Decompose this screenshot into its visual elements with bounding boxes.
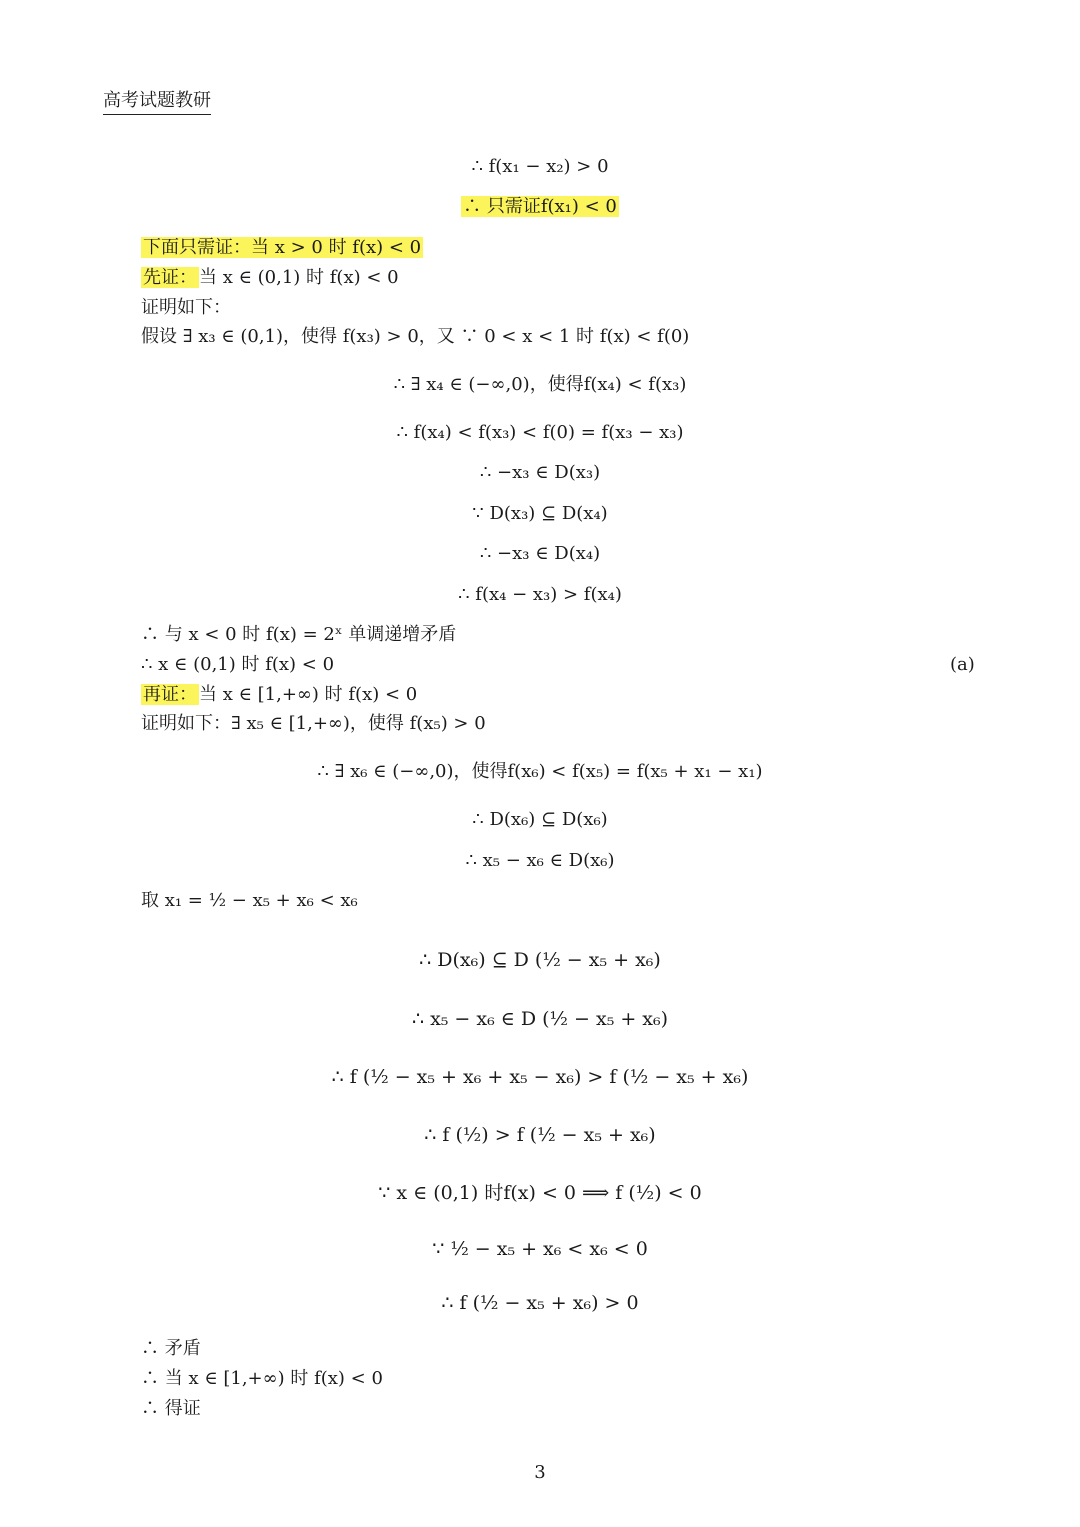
text-line-6: 假设 ∃ x₃ ∈ (0,1)，使得 f(x₃) > 0，又 ∵ 0 < x < 1 时 f(x) < f(0) (141, 326, 690, 347)
equation-line-19: ∴ x₅ − x₆ ∈ D(x₆) (465, 850, 615, 871)
equation-line-11: ∴ −x₃ ∈ D(x₄) (479, 543, 601, 564)
equation-line-8: ∴ f(x₄) < f(x₃) < f(0) = f(x₃ − x₃) (396, 422, 684, 443)
highlight: ∴ 只需证f(x₁) < 0 (463, 196, 617, 217)
text-line-4 (141, 266, 399, 290)
equation-line-23: ∴ f (½ − x₅ + x₆ + x₅ − x₆) > f (½ − x₅ + x₆) (331, 1066, 749, 1088)
text-line-30: ∴ 得证 (141, 1398, 201, 1419)
equation-line-18: ∴ D(x₆) ⊆ D(x₆) (472, 809, 608, 830)
equation-line-21: ∴ D(x₆) ⊆ D (½ − x₅ + x₆) (419, 949, 661, 971)
header-title: 高考试题教研 (103, 86, 211, 115)
text-line-29: ∴ 当 x ∈ [1,+∞) 时 f(x) < 0 (141, 1368, 383, 1389)
text-line-28: ∴ 矛盾 (141, 1338, 201, 1359)
equation-tag: (a) (950, 654, 975, 675)
equation-line-2 (0, 195, 1080, 219)
text-line-15 (141, 683, 417, 707)
text-line-3 (141, 236, 423, 260)
text-line-20: 取 x₁ = ½ − x₅ + x₆ < x₆ (141, 890, 358, 911)
text-line-16: 证明如下：∃ x₅ ∈ [1,+∞)，使得 f(x₅) > 0 (141, 713, 486, 734)
text: 当 x ∈ (0,1) 时 f(x) < 0 (199, 267, 399, 288)
text-line-13: ∴ 与 x < 0 时 f(x) = 2ˣ 单调递增矛盾 (141, 624, 457, 645)
equation-line-1: ∴ f(x₁ − x₂) > 0 (471, 156, 609, 177)
equation-line-7: ∴ ∃ x₄ ∈ (−∞,0)，使得f(x₄) < f(x₃) (393, 374, 687, 395)
page-number: 3 (534, 1462, 546, 1483)
equation-line-25: ∵ x ∈ (0,1) 时f(x) < 0 ⟹ f (½) < 0 (378, 1182, 702, 1204)
highlight: 下面只需证：当 x > 0 时 f(x) < 0 (143, 237, 422, 258)
equation-line-10: ∵ D(x₃) ⊆ D(x₄) (472, 503, 608, 524)
equation-line-9: ∴ −x₃ ∈ D(x₃) (479, 462, 601, 483)
equation-line-24: ∴ f (½) > f (½ − x₅ + x₆) (424, 1124, 656, 1146)
equation-line-12: ∴ f(x₄ − x₃) > f(x₄) (458, 584, 622, 605)
equation-line-17: ∴ ∃ x₆ ∈ (−∞,0)，使得f(x₆) < f(x₅) = f(x₅ + x₁ − x₁) (317, 761, 763, 782)
equation-line-26: ∵ ½ − x₅ + x₆ < x₆ < 0 (432, 1238, 648, 1260)
equation-line-22: ∴ x₅ − x₆ ∈ D (½ − x₅ + x₆) (411, 1008, 669, 1030)
text-line-5: 证明如下： (141, 297, 231, 318)
highlight: 再证： (143, 684, 197, 705)
text: 当 x ∈ [1,+∞) 时 f(x) < 0 (199, 684, 418, 705)
highlight: 先证： (143, 267, 197, 288)
text-line-14: ∴ x ∈ (0,1) 时 f(x) < 0 (141, 654, 335, 675)
equation-line-27: ∴ f (½ − x₅ + x₆) > 0 (441, 1292, 639, 1314)
